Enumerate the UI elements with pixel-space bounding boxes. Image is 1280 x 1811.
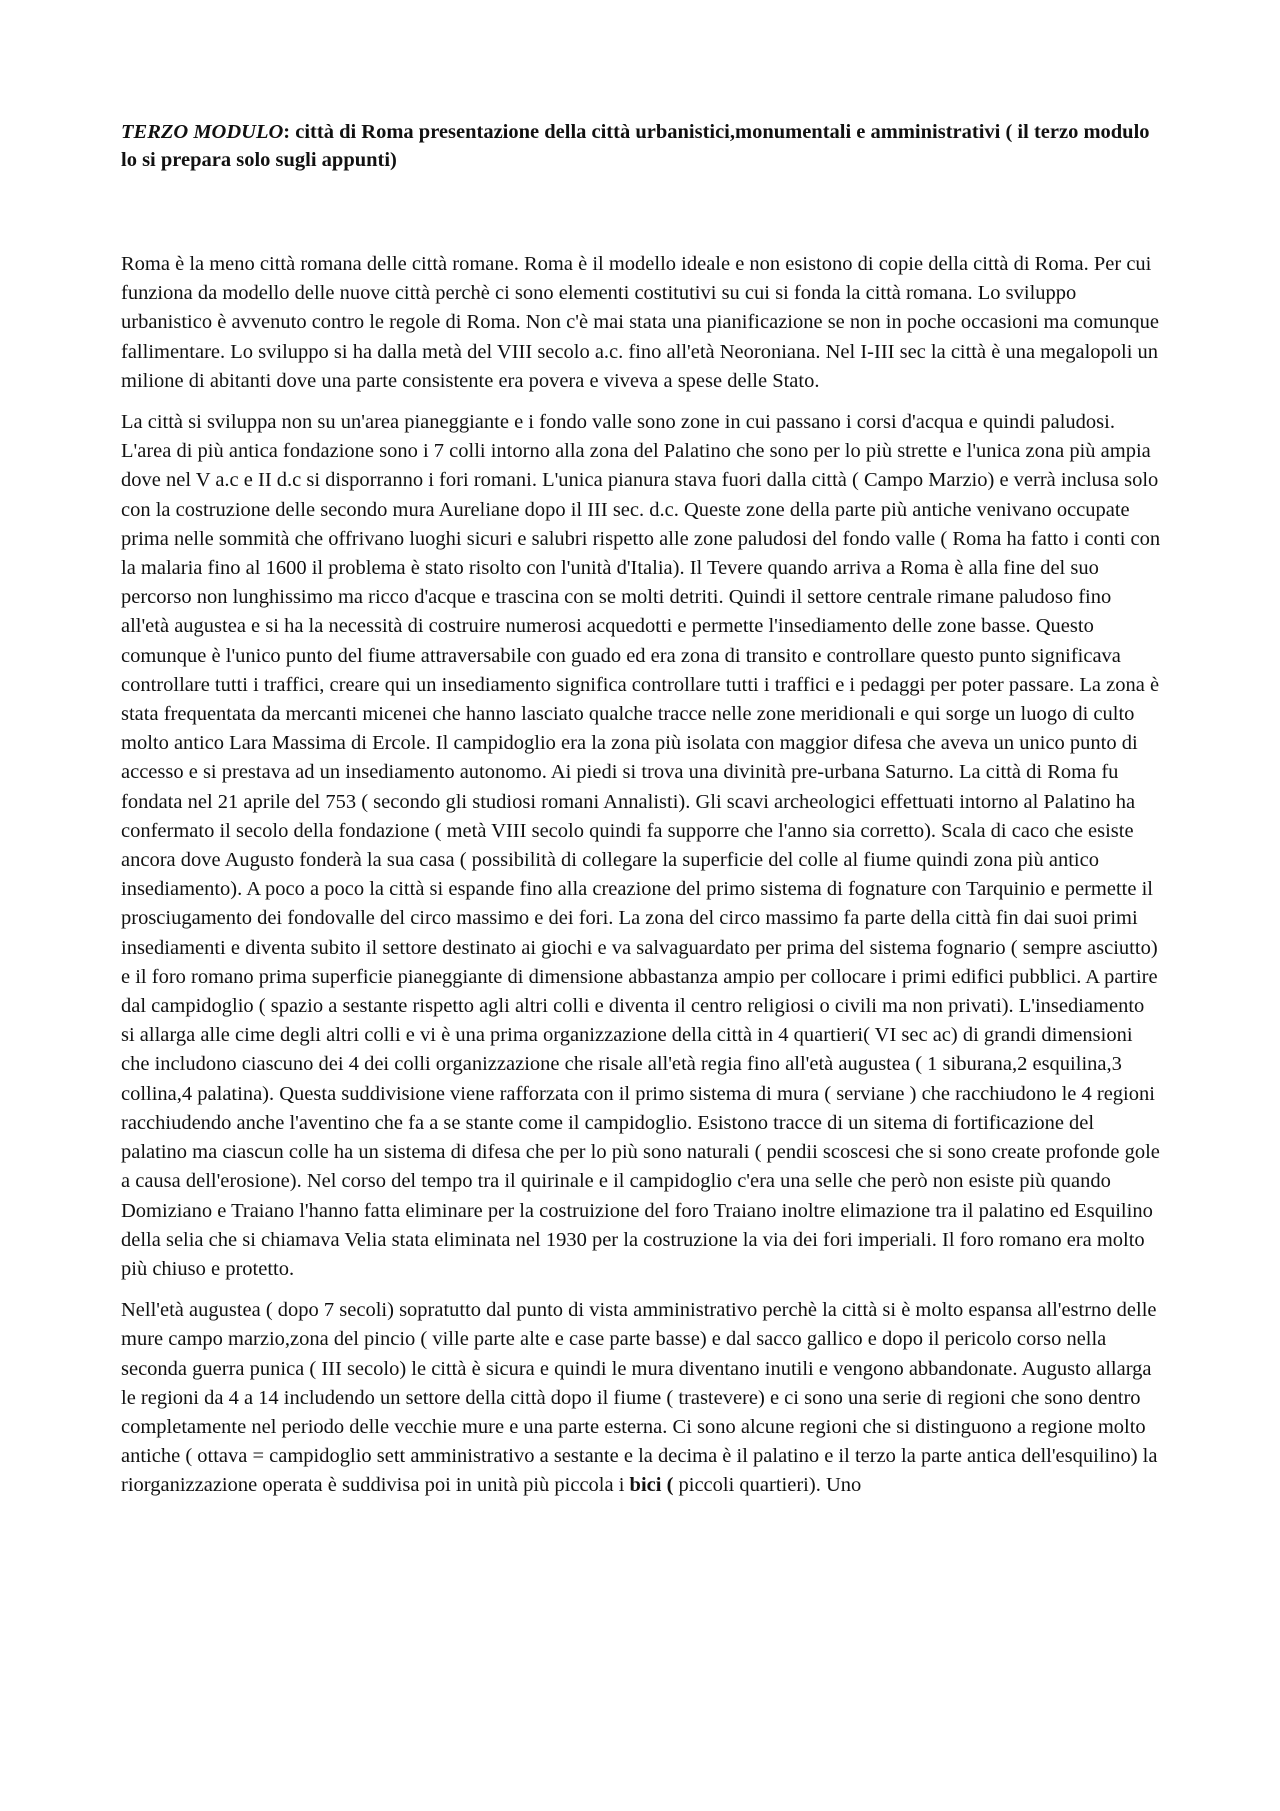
module-heading-rest: : città di Roma presentazione della città urbanistici,monumentali e amministrativi ( il terzo modulo lo si prepara solo sugli appunti) <box>121 121 1150 171</box>
paragraph-augustan-age <box>121 1296 1161 1500</box>
paragraph-intro: Roma è la meno città romana delle città romane. Roma è il modello ideale e non esistono di copie della città di Roma. Per cui funziona da modello delle nuove città perchè ci sono elementi costitutivi su cui si fonda la città romana. Lo sviluppo urbanistico è avvenuto contro le regole di Roma. Non c'è mai stata una pianificazione se non in poche occasioni ma comunque fallimentare. Lo sviluppo si ha dalla metà del VIII secolo a.c. fino all'età Neoroniana. Nel I-III sec la città è una megalopoli un milione di abitanti dove una parte consistente era povera e viveva a spese delle Stato. <box>121 253 1160 392</box>
document-page <box>121 118 1161 1513</box>
module-heading <box>121 118 1161 174</box>
paragraph-augustan-age-text: Nell'età augustea ( dopo 7 secoli) sopratutto dal punto di vista amministrativo perchè la città si è molto espansa all'estrno delle mure campo marzio,zona del pincio ( ville parte alte e case parte basse) e dal sacco gallico e dopo il pericolo corso nella seconda guerra punica ( III secolo) le città è sicura e quindi le mura diventano inutili e vengono abbandonate. Augusto allarga le regioni da 4 a 14 includendo un settore della città dopo il fiume ( trastevere) e ci sono una serie di regioni che sono dentro completamente nel periodo delle vecchie mure e una parte esterna. Ci sono alcune regioni che si distinguono a regione molto antiche ( ottava = campidoglio sett amministrativo a sestante e la decima è il palatino e il terzo la parte antica dell'esquilino) la riorganizzazione operata è suddivisa poi in unità più piccola i <box>121 1299 1158 1497</box>
paragraph-development: La città si sviluppa non su un'area pianeggiante e i fondo valle sono zone in cui passano i corsi d'acqua e quindi paludosi. L'area di più antica fondazione sono i 7 colli intorno alla zona del Palatino che sono per lo più strette e l'unica zona più ampia dove nel V a.c e II d.c si disporranno i fori romani. L'unica pianura stava fuori dalla città ( Campo Marzio) e verrà inclusa solo con la costruzione delle secondo mura Aureliane dopo il III sec. d.c. Queste zone della parte più antiche venivano occupate prima nelle sommità che offrivano luoghi sicuri e salubri rispetto alle zone paludosi del fondo valle ( Roma ha fatto i conti con la malaria fino al 1600 il problema è stato risolto con l'unità d'Italia). Il Tevere quando arriva a Roma è alla fine del suo percorso non lunghissimo ma ricco d'acque e trascina con se molti detriti. Quindi il settore centrale rimane paludoso fino all'età augustea e si ha la necessità di costruire numerosi acquedotti e permette l'insediamento delle zone basse. Questo comunque è l'unico punto del fiume attraversabile con guado ed era zona di transito e controllare questo punto significava controllare tutti i traffici, creare qui un insediamento significa controllare tutti i traffici e i pedaggi per poter passare. La zona è stata frequentata da mercanti micenei che hanno lasciato qualche tracce nelle zone meridionali e qui sorge un luogo di culto molto antico Lara Massima di Ercole. Il campidoglio era la zona più isolata con maggior difesa che aveva un unico punto di accesso e si prestava ad un insediamento autonomo. Ai piedi si trova una divinità pre-urbana Saturno. La città di Roma fu fondata nel 21 aprile del 753 ( secondo gli studiosi romani Annalisti). Gli scavi archeologici effettuati intorno al Palatino ha confermato il secolo della fondazione ( metà VIII secolo quindi fa supporre che l'anno sia corretto). Scala di caco che esiste ancora dove Augusto fonderà la sua casa ( possibilità di collegare la superficie del colle al fiume quindi zona più antico insediamento). A poco a poco la città si espande fino alla creazione del primo sistema di fognature con Tarquinio e permette il prosciugamento dei fondovalle del circo massimo e dei fori. La zona del circo massimo fa parte della città fin dai suoi primi insediamenti e diventa subito il settore destinato ai giochi e va salvaguardato per prima del sistema fognario ( sempre asciutto) e il foro romano prima superficie pianeggiante di dimensione abbastanza ampio per collocare i primi edifici pubblici. A partire dal campidoglio ( spazio a sestante rispetto agli altri colli e diventa il centro religiosi o civili ma non privati). L'insediamento si allarga alle cime degli altri colli e vi è una prima organizzazione della città in 4 quartieri( VI sec ac) di grandi dimensioni che includono ciascuno dei 4 dei colli organizzazione che risale all'età regia fino all'età augustea ( 1 siburana,2 esquilina,3 collina,4 palatina). Questa suddivisione viene rafforzata con il primo sistema di mura ( serviane ) che racchiudono le 4 regioni racchiudendo anche l'aventino che fa a se stante come il campidoglio. Esistono tracce di un sitema di fortificazione del palatino ma ciascun colle ha un sistema di difesa che per lo più sono naturali ( pendii scoscesi che si sono create profonde gole a causa dell'erosione). Nel corso del tempo tra il quirinale e il campidoglio c'era una selle che però non esiste più quando Domiziano e Traiano l'hanno fatta eliminare per la costruizione del foro Traiano inoltre elimazione tra il palatino ed Esquilino della selia che si chiamava Velia stata eliminata nel 1930 per la costruzione la via dei fori imperiali. Il foro romano era molto più chiuso e protetto. <box>121 411 1161 1280</box>
bold-term-bici: bici ( <box>629 1474 674 1497</box>
module-heading-lead: TERZO MODULO <box>121 121 284 143</box>
paragraph-augustan-age-tail: piccoli quartieri). Uno <box>673 1474 862 1497</box>
